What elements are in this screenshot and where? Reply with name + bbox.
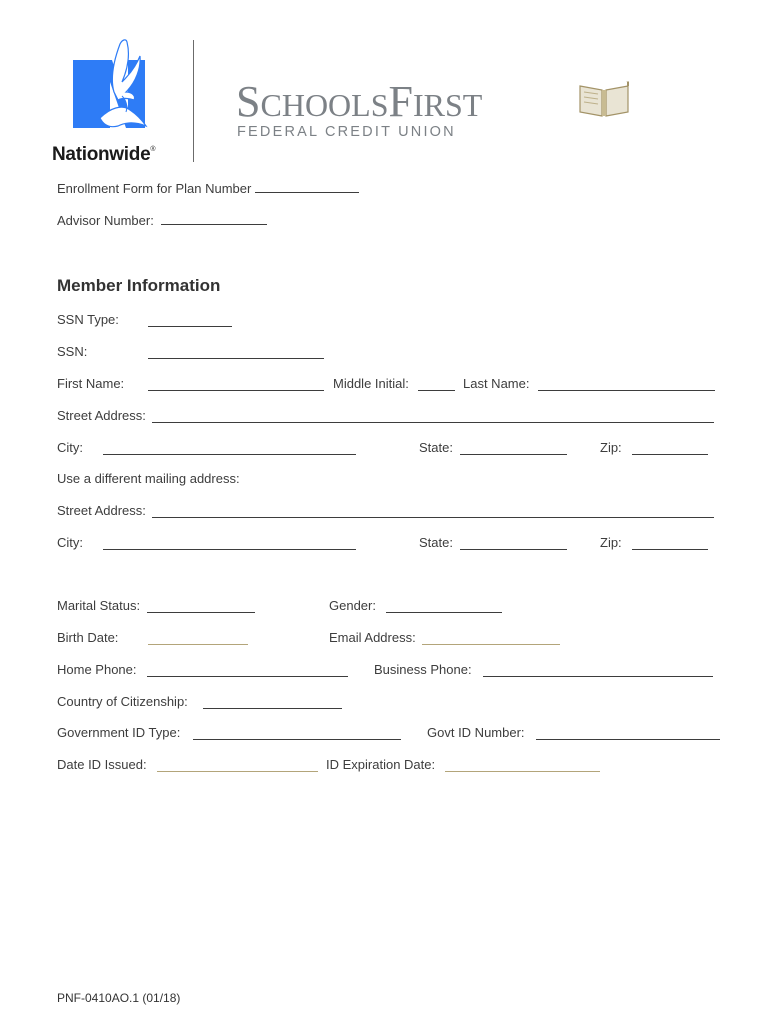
street-address-2-label: Street Address: bbox=[57, 503, 146, 518]
ssn-label: SSN: bbox=[57, 344, 88, 359]
gender-field[interactable] bbox=[386, 600, 502, 613]
schoolsfirst-wordmark: SCHOOLSFIRST bbox=[236, 77, 483, 126]
govt-id-number-label: Govt ID Number: bbox=[427, 725, 525, 740]
nationwide-eagle-logo-icon bbox=[70, 38, 150, 142]
ssn-type-label: SSN Type: bbox=[57, 312, 119, 327]
street-address-2-field[interactable] bbox=[152, 505, 714, 518]
state-field[interactable] bbox=[460, 442, 567, 455]
business-phone-field[interactable] bbox=[483, 664, 713, 677]
plan-number-row bbox=[57, 180, 359, 197]
middle-initial-label: Middle Initial: bbox=[333, 376, 409, 391]
street-address-field[interactable] bbox=[152, 410, 714, 423]
gov-id-type-field[interactable] bbox=[193, 727, 401, 740]
last-name-field[interactable] bbox=[538, 378, 715, 391]
form-code: PNF-0410AO.1 (01/18) bbox=[57, 991, 181, 1005]
nationwide-wordmark: Nationwide® bbox=[52, 144, 156, 165]
email-address-label: Email Address: bbox=[329, 630, 416, 645]
govt-id-number-field[interactable] bbox=[536, 727, 720, 740]
street-address-label: Street Address: bbox=[57, 408, 146, 423]
id-expiration-date-label: ID Expiration Date: bbox=[326, 757, 436, 772]
date-id-issued-field[interactable] bbox=[157, 759, 318, 772]
advisor-number-row bbox=[57, 212, 267, 229]
svg-text:™: ™ bbox=[626, 80, 630, 85]
country-citizenship-field[interactable] bbox=[203, 696, 342, 709]
schoolsfirst-subtitle: FEDERAL CREDIT UNION bbox=[237, 124, 456, 140]
marital-status-label: Marital Status: bbox=[57, 598, 141, 613]
ssn-type-field[interactable] bbox=[148, 314, 232, 327]
state-label: State: bbox=[419, 440, 453, 455]
zip-2-field[interactable] bbox=[632, 537, 708, 550]
marital-status-field[interactable] bbox=[147, 600, 255, 613]
advisor-number-label: Advisor Number: bbox=[57, 213, 154, 228]
last-name-label: Last Name: bbox=[463, 376, 530, 391]
plan-number-label: Enrollment Form for Plan Number bbox=[57, 181, 252, 196]
advisor-number-field[interactable] bbox=[161, 212, 267, 225]
plan-number-field[interactable] bbox=[255, 180, 359, 193]
first-name-label: First Name: bbox=[57, 376, 125, 391]
zip-field[interactable] bbox=[632, 442, 708, 455]
ssn-field[interactable] bbox=[148, 346, 324, 359]
email-address-field[interactable] bbox=[422, 632, 560, 645]
business-phone-label: Business Phone: bbox=[374, 662, 472, 677]
birth-date-label: Birth Date: bbox=[57, 630, 119, 645]
birth-date-field[interactable] bbox=[148, 632, 248, 645]
state-2-field[interactable] bbox=[460, 537, 567, 550]
gender-label: Gender: bbox=[329, 598, 376, 613]
city-label: City: bbox=[57, 440, 83, 455]
section-title: Member Information bbox=[57, 276, 221, 295]
gov-id-type-label: Government ID Type: bbox=[57, 725, 181, 740]
middle-initial-field[interactable] bbox=[418, 378, 455, 391]
city-2-label: City: bbox=[57, 535, 83, 550]
home-phone-field[interactable] bbox=[147, 664, 348, 677]
first-name-field[interactable] bbox=[148, 378, 324, 391]
id-expiration-date-field[interactable] bbox=[445, 759, 600, 772]
different-mailing-label: Use a different mailing address: bbox=[57, 471, 240, 486]
city-2-field[interactable] bbox=[103, 537, 356, 550]
logo-divider bbox=[193, 40, 194, 162]
open-book-icon bbox=[576, 80, 634, 120]
state-2-label: State: bbox=[419, 535, 453, 550]
home-phone-label: Home Phone: bbox=[57, 662, 137, 677]
city-field[interactable] bbox=[103, 442, 356, 455]
zip-2-label: Zip: bbox=[600, 535, 622, 550]
date-id-issued-label: Date ID Issued: bbox=[57, 757, 147, 772]
zip-label: Zip: bbox=[600, 440, 622, 455]
country-citizenship-label: Country of Citizenship: bbox=[57, 694, 188, 709]
